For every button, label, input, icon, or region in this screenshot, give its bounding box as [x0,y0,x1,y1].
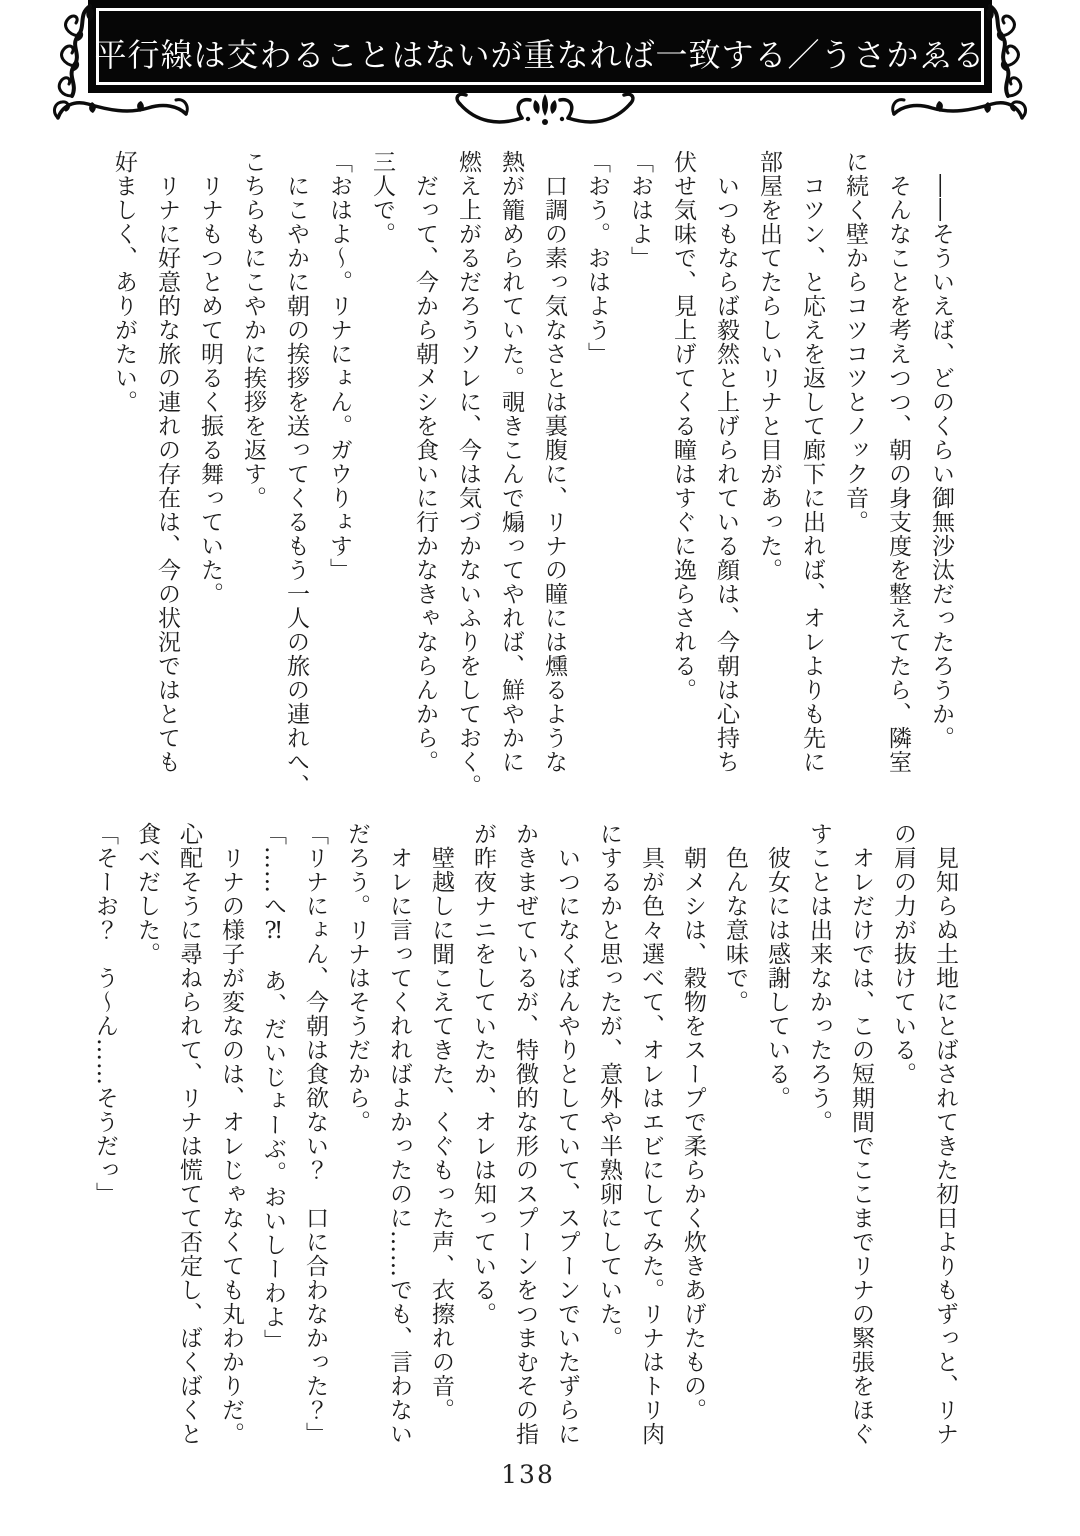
text-line: 口調の素っ気なさとは裏腹に、リナの瞳には燻るような [541,150,567,774]
text-line: オレだけでは、この短期間でここまでリナの緊張をほぐ [848,822,874,1446]
text-line: 食べだした。 [134,822,160,966]
title-banner-border [96,8,984,85]
text-line: だろう。リナはそうだから。 [344,822,370,1134]
text-line: 燃え上がるだろうソレに、今は気づかないふりをしておく。 [455,150,481,798]
text-line: そんなことを考えつつ、朝の身支度を整えてたら、隣室 [885,150,911,774]
text-line: 「おう。おはよう」 [584,150,610,366]
text-line: 「リナにょん、今朝は食欲ない？ 口に合わなかった？」 [302,822,328,1446]
text-line: 具が色々選べて、オレはエビにしてみた。リナはトリ肉 [638,822,664,1446]
corner-sweep-right-icon [888,88,1028,124]
text-line: 熱が籠められていた。覗きこんで煽ってやれば、鮮やかに [498,150,524,774]
text-line: いつもならば毅然と上げられている顔は、今朝は心持ち [713,150,739,774]
text-line: 心配そうに尋ねられて、リナは慌てて否定し、ばくばくと [176,822,202,1446]
text-line: リナに好意的な旅の連れの存在は、今の状況ではとても [154,150,180,774]
text-line: 見知らぬ土地にとばされてきた初日よりもずっと、リナ [932,822,958,1446]
chapter-title: 平行線は交わることはないが重なれば一致する／うさかゑる [94,35,986,74]
text-line: 「……へ⁈ あ、だいじょーぶ。おいしーわよ」 [260,822,286,1353]
text-line: 壁越しに聞こえてきた、くぐもった声、衣擦れの音。 [428,822,454,1422]
text-line: オレに言ってくれればよかったのに……でも、言わない [386,822,412,1446]
text-line: 「おはよ～。リナにょん。ガウりょす」 [326,150,352,582]
text-line: すことは出来なかったろう。 [806,822,832,1134]
text-line: 朝メシは、穀物をスープで柔らかく炊きあげたもの。 [680,822,706,1422]
text-line: 伏せ気味で、見上げてくる瞳はすぐに逸らされる。 [670,150,696,702]
text-line: リナもつとめて明るく振る舞っていた。 [197,150,223,606]
text-line: リナの様子が変なのは、オレじゃなくても丸わかりだ。 [218,822,244,1446]
text-line: 三人で。 [369,150,395,246]
text-line: 部屋を出てたらしいリナと目があった。 [756,150,782,582]
text-line: 彼女には感謝している。 [764,822,790,1110]
text-line: コツン、と応えを返して廊下に出れば、オレよりも先に [799,150,825,774]
text-line: だって、今から朝メシを食いに行かなきゃならんから。 [412,150,438,774]
text-line: にするかと思ったが、意外や半熟卵にしていた。 [596,822,622,1350]
text-block-upper [102,150,962,810]
text-line: ――そういえば、どのくらい御無沙汰だったろうか。 [928,150,954,750]
text-line: に続く壁からコツコツとノック音。 [842,150,868,534]
text-block-lower [84,822,966,1482]
text-line: いつになくぼんやりとしていて、スプーンでいたずらに [554,822,580,1446]
text-line: 「そーお？ う～ん……そうだっ」 [92,822,118,1206]
text-line: こちらもにこやかに挨拶を返す。 [240,150,266,510]
text-line: 好ましく、ありがたい。 [111,150,137,414]
floral-ornament-center-icon [450,92,640,132]
page-number: 138 [501,1460,555,1489]
text-line: の肩の力が抜けている。 [890,822,916,1086]
text-line: かきまぜているが、特徴的な形のスプーンをつまむその指 [512,822,538,1446]
text-line: 色んな意味で。 [722,822,748,1014]
text-line: にこやかに朝の挨拶を送ってくるもう一人の旅の連れへ、 [283,150,309,798]
text-line: 「おはよ」 [627,150,653,270]
chapter-title-banner [88,0,992,93]
text-line: が昨夜ナニをしていたか、オレは知っている。 [470,822,496,1326]
corner-sweep-left-icon [52,88,192,124]
